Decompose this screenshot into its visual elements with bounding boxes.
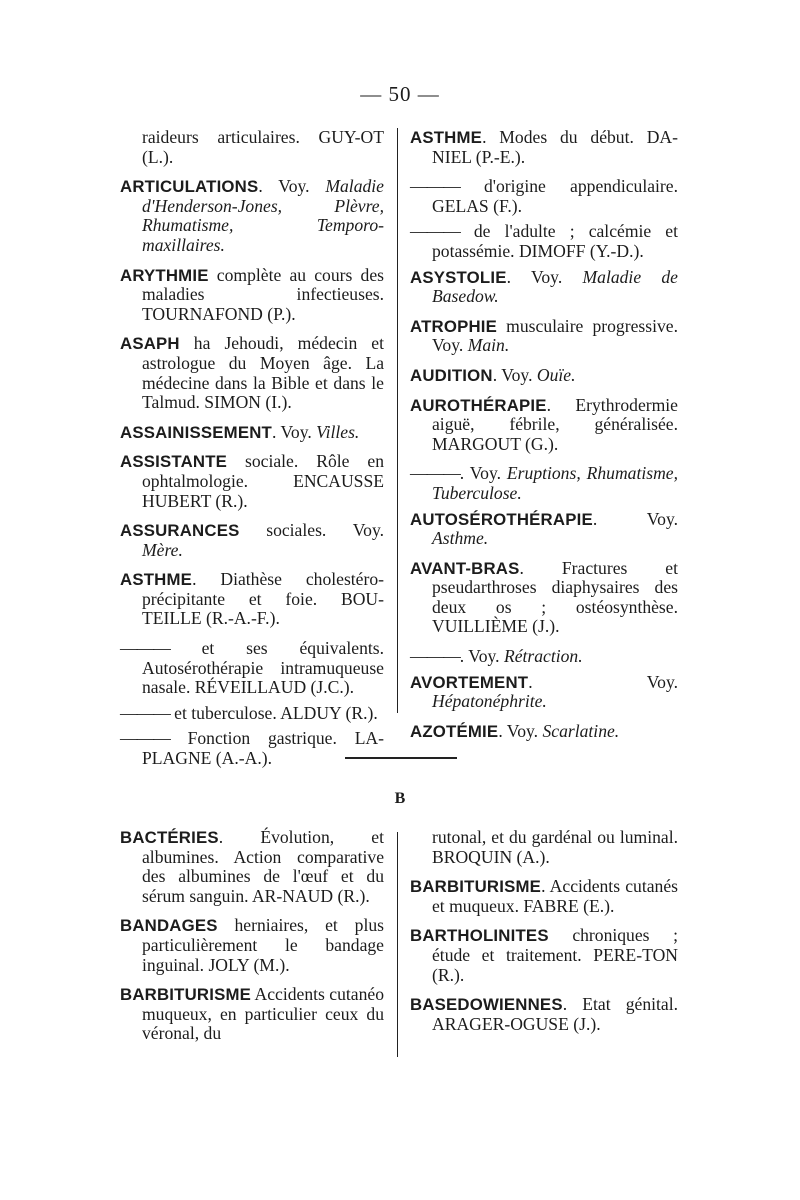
index-entry xyxy=(410,559,678,637)
entry-text: sociales. Voy. xyxy=(239,520,384,541)
entry-text: . Voy. xyxy=(272,421,317,442)
entry-text: raideurs articulaires. GUY-OT (L.). xyxy=(142,127,384,167)
entry-headword: BASEDOWIENNES xyxy=(410,995,563,1015)
index-entry xyxy=(120,334,384,412)
entry-text: . Voy. xyxy=(506,266,583,287)
entry-headword: AUROTHÉRAPIE xyxy=(410,395,547,415)
repeat-dash: ——— xyxy=(120,728,170,749)
section-letter: B xyxy=(394,790,406,807)
entry-headword: BARBITURISME xyxy=(410,877,542,897)
entry-text: . Voy. xyxy=(528,671,678,692)
index-entry xyxy=(120,704,384,724)
entry-headword: ATROPHIE xyxy=(410,316,498,336)
entry-headword: BARTHOLINITES xyxy=(410,926,549,946)
entry-headword: AVORTEMENT xyxy=(410,672,529,692)
entry-text: d'origine appendiculaire. GELAS (F.). xyxy=(432,176,678,216)
entry-headword: AZOTÉMIE xyxy=(410,721,499,741)
entry-text: . Fractures et pseudarthroses diaphysaires des deux os ; ostéosynthèse. VUILLIÈME (J.). xyxy=(432,557,678,637)
index-entry xyxy=(120,570,384,629)
entry-headword: ASSAINISSEMENT xyxy=(120,422,272,442)
index-entry xyxy=(410,464,678,503)
repeat-dash: ——— xyxy=(410,646,460,667)
entry-text: . Etat génital. ARAGER-OGUSE (J.). xyxy=(432,994,678,1034)
entry-text: et ses équivalents. Autosérothérapie intramuqueuse nasale. RÉVEILLAUD (J.C.). xyxy=(142,638,384,698)
index-entry xyxy=(120,521,384,560)
entry-text: . Voy. xyxy=(459,646,504,667)
index-entry xyxy=(410,396,678,455)
repeat-dash: ——— xyxy=(410,176,460,197)
entry-text: . Voy. xyxy=(459,463,507,484)
entry-text: et tuberculose. ALDUY (R.). xyxy=(169,702,378,723)
index-entry xyxy=(120,177,384,255)
index-entry xyxy=(120,128,384,167)
page-number: — 50 — xyxy=(360,82,440,106)
entry-headword: ASSISTANTE xyxy=(120,452,228,472)
entry-headword: BACTÉRIES xyxy=(120,828,219,847)
entry-reference: Villes. xyxy=(316,421,360,442)
index-entry xyxy=(410,877,678,916)
repeat-dash: ——— xyxy=(120,702,170,723)
entry-text: Accidents cutanéo muqueux, en particulier ceux du véronal, du xyxy=(142,984,384,1044)
index-entry xyxy=(410,268,678,307)
entry-text: . Voy. xyxy=(492,364,537,385)
entry-text: rutonal, et du gardénal ou luminal. BROQUIN (A.). xyxy=(432,827,678,867)
column-divider-top xyxy=(397,128,398,713)
entry-reference: Maladie de Basedow. xyxy=(432,266,678,307)
entry-text: . Voy. xyxy=(592,508,678,529)
entry-headword: AUDITION xyxy=(410,365,493,385)
index-entry xyxy=(120,985,384,1044)
entry-headword: BARBITURISME xyxy=(120,985,252,1005)
bottom-right-column xyxy=(410,828,678,1044)
entry-text: Fonction gastrique. LA-PLAGNE (A.-A.). xyxy=(142,728,384,769)
entry-text: herniaires, et plus particulièrement le bandage inguinal. JOLY (M.). xyxy=(142,915,384,975)
entry-headword: ASTHME xyxy=(120,570,193,590)
index-entry xyxy=(410,995,678,1034)
index-entry xyxy=(120,266,384,325)
repeat-dash: ——— xyxy=(410,221,460,242)
entry-headword: ASTHME xyxy=(410,128,483,147)
entry-reference: Main. xyxy=(467,335,510,356)
entry-text: . Accidents cutanés et muqueux. FABRE (E.). xyxy=(432,876,678,916)
entry-headword: ARYTHMIE xyxy=(120,265,209,285)
entry-reference: Mère. xyxy=(142,539,183,560)
repeat-dash: ——— xyxy=(120,638,170,659)
entry-text: . Erythrodermie aiguë, fébrile, généralisée. MARGOUT (G.). xyxy=(432,394,678,454)
index-entry xyxy=(120,423,384,443)
entry-reference: Scarlatine. xyxy=(542,720,620,741)
entry-reference: Maladie d'Henderson-Jones, Plèvre, Rhumatisme, Temporo-maxillaires. xyxy=(142,176,384,255)
entry-text: . Modes du début. DA-NIEL (P.-E.). xyxy=(432,127,678,167)
entry-headword: BANDAGES xyxy=(120,916,218,936)
index-entry xyxy=(120,639,384,698)
entry-reference: Rétraction. xyxy=(503,646,583,667)
index-entry xyxy=(410,366,678,386)
entry-headword: AVANT-BRAS xyxy=(410,558,520,578)
section-divider xyxy=(345,757,457,759)
entry-reference: Hépatonéphrite. xyxy=(432,691,547,712)
repeat-dash: ——— xyxy=(410,463,460,484)
entry-headword: ASYSTOLIE xyxy=(410,267,507,287)
entry-headword: ASAPH xyxy=(120,334,180,354)
index-entry xyxy=(120,828,384,906)
index-entry xyxy=(410,317,678,356)
entry-text: musculaire progressive. Voy. xyxy=(432,315,678,356)
entry-text: sociale. Rôle en ophtalmologie. ENCAUSSE HUBERT (R.). xyxy=(142,451,384,511)
entry-text: . Voy. xyxy=(498,720,543,741)
entry-reference: Ouïe. xyxy=(536,364,576,385)
entry-text: complète au cours des maladies infectieuses. TOURNAFOND (P.). xyxy=(142,264,384,324)
entry-text: de l'adulte ; calcémie et potassémie. DIMOFF (Y.-D.). xyxy=(432,221,678,261)
index-entry xyxy=(120,452,384,511)
index-entry xyxy=(410,647,678,667)
entry-reference: Asthme. xyxy=(432,528,489,549)
entry-text: . Voy. xyxy=(258,176,326,197)
entry-headword: AUTOSÉROTHÉRAPIE xyxy=(410,509,593,529)
index-entry xyxy=(120,729,384,768)
index-entry xyxy=(410,222,678,261)
entry-text: ha Jehoudi, médecin et astrologue du Moyen âge. La médecine dans la Bible et dans le Talmud. SIMON (I.). xyxy=(142,333,384,413)
column-divider-bottom xyxy=(397,832,398,1057)
index-entry xyxy=(410,722,678,742)
entry-text: chroniques ; étude et traitement. PERE-TON (R.). xyxy=(432,925,678,985)
index-entry xyxy=(410,510,678,549)
index-entry xyxy=(410,673,678,712)
entry-text: . Évolution, et albumines. Action comparative des albumines de l'œuf et du sérum sanguin. AR-NAUD (R.). xyxy=(142,827,384,906)
entry-headword: ARTICULATIONS xyxy=(120,177,259,197)
index-entry xyxy=(410,128,678,167)
entry-reference: Eruptions, Rhumatisme, Tuberculose. xyxy=(432,463,678,503)
index-entry xyxy=(410,926,678,985)
index-entry xyxy=(120,916,384,975)
top-right-column xyxy=(410,128,678,751)
index-entry xyxy=(410,177,678,216)
index-entry xyxy=(410,828,678,867)
entry-headword: ASSURANCES xyxy=(120,521,240,541)
entry-text: . Diathèse cholestéro-précipitante et foie. BOU-TEILLE (R.-A.-F.). xyxy=(142,569,384,629)
bottom-left-column xyxy=(120,828,384,1054)
top-left-column xyxy=(120,128,384,775)
